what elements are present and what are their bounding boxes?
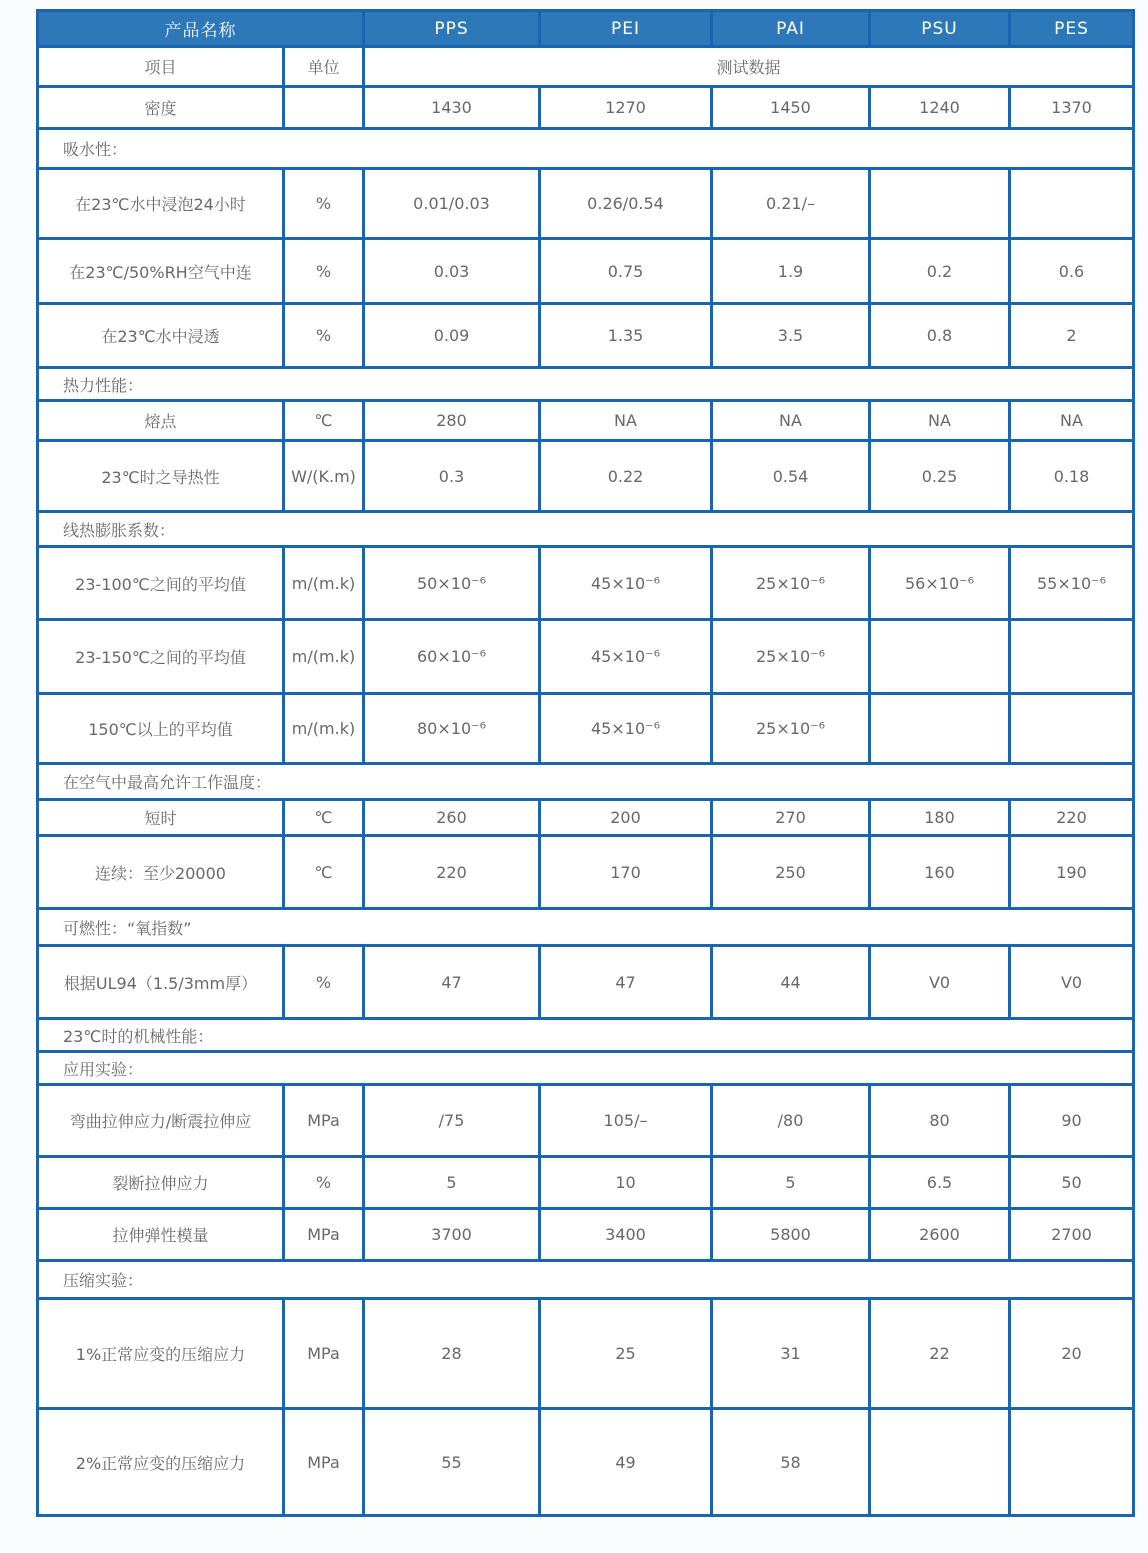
cell: 0.03 [364, 239, 540, 304]
cell: 45×10⁻⁶ [540, 547, 712, 620]
row-item-label: 短时 [38, 800, 284, 836]
cell: 28 [364, 1299, 540, 1409]
cell: 3700 [364, 1209, 540, 1261]
row-item-label: 23℃时之导热性 [38, 441, 284, 512]
cell: 2 [1010, 304, 1134, 368]
cell: 56×10⁻⁶ [870, 547, 1010, 620]
row-item-label: 150℃以上的平均值 [38, 694, 284, 764]
material-properties-table-container [36, 9, 1132, 1517]
cell: 220 [1010, 800, 1134, 836]
cell: 200 [540, 800, 712, 836]
table-row [38, 620, 1134, 694]
cell: 220 [364, 836, 540, 909]
table-row [38, 87, 1134, 129]
cell: 47 [364, 946, 540, 1019]
row-unit: MPa [284, 1299, 364, 1409]
cell: 80×10⁻⁶ [364, 694, 540, 764]
cell: 2600 [870, 1209, 1010, 1261]
row-unit: % [284, 946, 364, 1019]
table-row [38, 1409, 1134, 1516]
table-row [38, 239, 1134, 304]
row-item-label: 弯曲拉伸应力/断震拉伸应 [38, 1085, 284, 1157]
cell: 180 [870, 800, 1010, 836]
cell: 190 [1010, 836, 1134, 909]
cell: 1270 [540, 87, 712, 129]
cell: 0.09 [364, 304, 540, 368]
cell: 0.21/– [712, 169, 870, 239]
cell: NA [870, 401, 1010, 441]
table-row [38, 1299, 1134, 1409]
cell: 160 [870, 836, 1010, 909]
cell: 0.25 [870, 441, 1010, 512]
cell: 55 [364, 1409, 540, 1516]
column-header-pes: PES [1010, 11, 1134, 47]
row-unit: MPa [284, 1209, 364, 1261]
row-item-label: 23-150℃之间的平均值 [38, 620, 284, 694]
row-item-label: 2%正常应变的压缩应力 [38, 1409, 284, 1516]
section-row [38, 1019, 1134, 1052]
row-item-label: 23-100℃之间的平均值 [38, 547, 284, 620]
cell: 47 [540, 946, 712, 1019]
section-row [38, 764, 1134, 800]
cell: 55×10⁻⁶ [1010, 547, 1134, 620]
cell: 0.2 [870, 239, 1010, 304]
item-header: 项目 [38, 47, 284, 87]
cell [870, 620, 1010, 694]
section-label: 在空气中最高允许工作温度： [38, 764, 1134, 800]
cell: 25 [540, 1299, 712, 1409]
cell: 1450 [712, 87, 870, 129]
cell: /80 [712, 1085, 870, 1157]
cell: 25×10⁻⁶ [712, 547, 870, 620]
test-data-header: 测试数据 [364, 47, 1134, 87]
table-row [38, 946, 1134, 1019]
cell: 22 [870, 1299, 1010, 1409]
section-row [38, 1052, 1134, 1085]
row-unit: % [284, 304, 364, 368]
cell [870, 694, 1010, 764]
row-item-label: 1%正常应变的压缩应力 [38, 1299, 284, 1409]
cell: 10 [540, 1157, 712, 1209]
cell: 58 [712, 1409, 870, 1516]
row-item-label: 熔点 [38, 401, 284, 441]
column-header-psu: PSU [870, 11, 1010, 47]
cell: 90 [1010, 1085, 1134, 1157]
row-unit: % [284, 1157, 364, 1209]
cell: 250 [712, 836, 870, 909]
cell: 105/– [540, 1085, 712, 1157]
row-item-label: 密度 [38, 87, 284, 129]
cell [1010, 169, 1134, 239]
section-row [38, 512, 1134, 547]
cell: 50×10⁻⁶ [364, 547, 540, 620]
cell: 50 [1010, 1157, 1134, 1209]
column-header-pps: PPS [364, 11, 540, 47]
cell: 0.54 [712, 441, 870, 512]
table-row [38, 547, 1134, 620]
row-unit: ℃ [284, 800, 364, 836]
section-label: 23℃时的机械性能： [38, 1019, 1134, 1052]
table-row [38, 304, 1134, 368]
row-unit: % [284, 239, 364, 304]
cell: 44 [712, 946, 870, 1019]
cell [870, 169, 1010, 239]
row-unit: ℃ [284, 836, 364, 909]
cell: 5 [364, 1157, 540, 1209]
cell [1010, 620, 1134, 694]
cell: 1.35 [540, 304, 712, 368]
cell: 45×10⁻⁶ [540, 620, 712, 694]
row-item-label: 在23℃水中浸泡24小时 [38, 169, 284, 239]
cell: 0.75 [540, 239, 712, 304]
cell: 5 [712, 1157, 870, 1209]
table-row [38, 1157, 1134, 1209]
row-item-label: 裂断拉伸应力 [38, 1157, 284, 1209]
subheader-row [38, 47, 1134, 87]
cell: 170 [540, 836, 712, 909]
table-row [38, 694, 1134, 764]
table-row [38, 1209, 1134, 1261]
section-label: 应用实验： [38, 1052, 1134, 1085]
cell: 260 [364, 800, 540, 836]
header-row [38, 11, 1134, 47]
row-item-label: 在23℃/50%RH空气中连 [38, 239, 284, 304]
cell: 0.18 [1010, 441, 1134, 512]
cell: 1.9 [712, 239, 870, 304]
cell: NA [540, 401, 712, 441]
cell: 3.5 [712, 304, 870, 368]
row-unit: m/(m.k) [284, 694, 364, 764]
cell: 25×10⁻⁶ [712, 620, 870, 694]
cell: /75 [364, 1085, 540, 1157]
cell: 0.8 [870, 304, 1010, 368]
row-item-label: 连续：至少20000 [38, 836, 284, 909]
table-row [38, 1085, 1134, 1157]
column-header-pei: PEI [540, 11, 712, 47]
section-label: 吸水性： [38, 129, 1134, 169]
cell: 49 [540, 1409, 712, 1516]
cell: 280 [364, 401, 540, 441]
table-row [38, 836, 1134, 909]
column-header-pai: PAI [712, 11, 870, 47]
cell: V0 [870, 946, 1010, 1019]
table-row [38, 441, 1134, 512]
section-row [38, 129, 1134, 169]
cell: 2700 [1010, 1209, 1134, 1261]
row-unit: MPa [284, 1409, 364, 1516]
row-item-label: 拉伸弹性模量 [38, 1209, 284, 1261]
row-item-label: 在23℃水中浸透 [38, 304, 284, 368]
cell: 25×10⁻⁶ [712, 694, 870, 764]
cell: 5800 [712, 1209, 870, 1261]
cell: 3400 [540, 1209, 712, 1261]
product-name-header: 产品名称 [38, 11, 364, 47]
row-unit: % [284, 169, 364, 239]
row-unit: MPa [284, 1085, 364, 1157]
cell: 60×10⁻⁶ [364, 620, 540, 694]
row-unit: W/(K.m) [284, 441, 364, 512]
row-unit: ℃ [284, 401, 364, 441]
row-item-label: 根据UL94（1.5/3mm厚） [38, 946, 284, 1019]
cell [1010, 1409, 1134, 1516]
cell: 1430 [364, 87, 540, 129]
cell: 0.6 [1010, 239, 1134, 304]
cell: V0 [1010, 946, 1134, 1019]
row-unit [284, 87, 364, 129]
table-row [38, 800, 1134, 836]
cell: 45×10⁻⁶ [540, 694, 712, 764]
table-row [38, 169, 1134, 239]
unit-header: 单位 [284, 47, 364, 87]
cell: 6.5 [870, 1157, 1010, 1209]
cell: NA [712, 401, 870, 441]
cell: 270 [712, 800, 870, 836]
cell: 1370 [1010, 87, 1134, 129]
cell: 0.26/0.54 [540, 169, 712, 239]
cell: 80 [870, 1085, 1010, 1157]
material-properties-table [36, 9, 1135, 1517]
row-unit: m/(m.k) [284, 547, 364, 620]
cell: 31 [712, 1299, 870, 1409]
section-label: 热力性能： [38, 368, 1134, 401]
section-label: 线热膨胀系数： [38, 512, 1134, 547]
cell: 0.01/0.03 [364, 169, 540, 239]
cell: 1240 [870, 87, 1010, 129]
table-row [38, 401, 1134, 441]
row-unit: m/(m.k) [284, 620, 364, 694]
cell: NA [1010, 401, 1134, 441]
section-label: 可燃性：“氧指数” [38, 909, 1134, 946]
cell: 0.3 [364, 441, 540, 512]
cell: 0.22 [540, 441, 712, 512]
cell: 20 [1010, 1299, 1134, 1409]
cell [870, 1409, 1010, 1516]
section-row [38, 1261, 1134, 1299]
cell [1010, 694, 1134, 764]
section-row [38, 909, 1134, 946]
section-label: 压缩实验： [38, 1261, 1134, 1299]
section-row [38, 368, 1134, 401]
